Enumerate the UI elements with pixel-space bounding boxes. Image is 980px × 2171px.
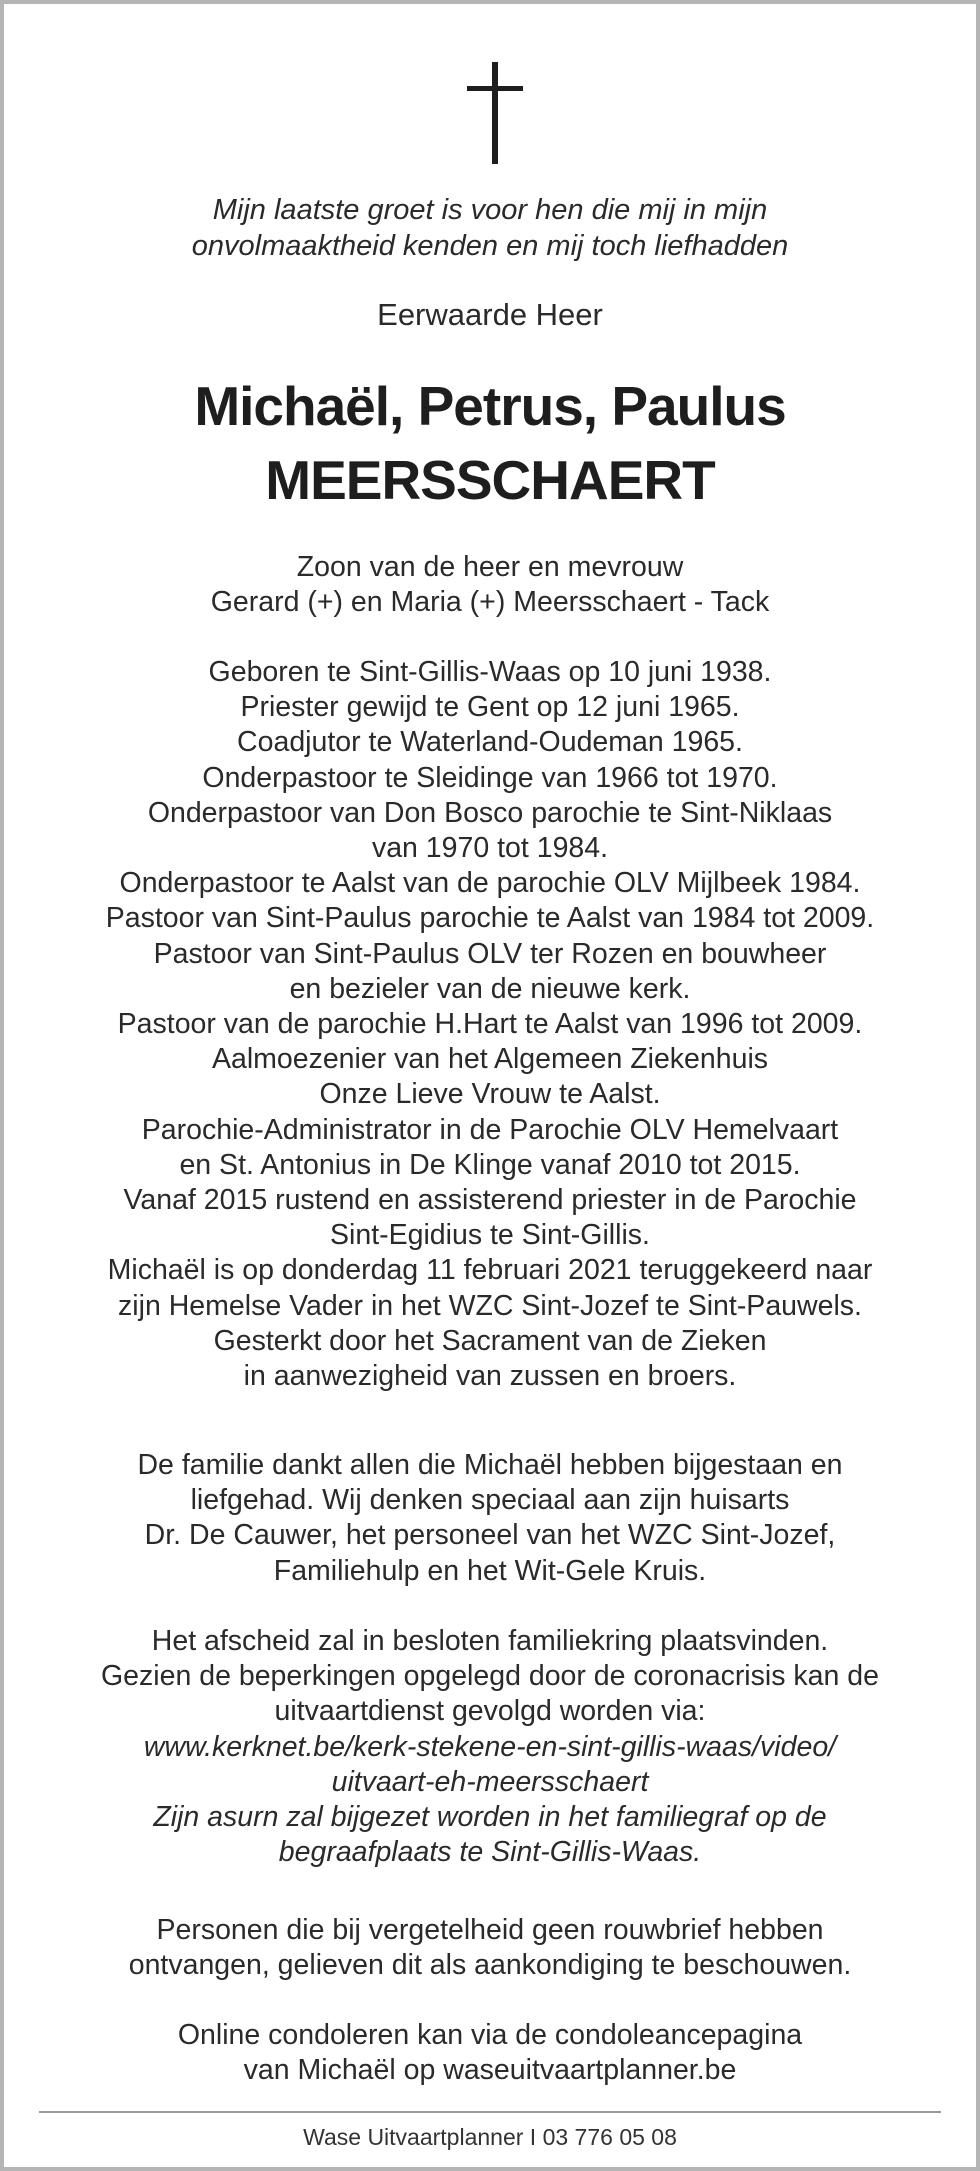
parents-line: Zoon van de heer en mevrouw — [296, 551, 684, 583]
notice-line: Personen die bij vergetelheid geen rouwbrief hebben — [156, 1914, 824, 1946]
biography-line: van 1970 tot 1984. — [371, 832, 609, 865]
parents-section — [4, 550, 976, 620]
given-names: Michaël, Petrus, Paulus — [194, 375, 786, 437]
biography-line: Parochie-Administrator in de Parochie OLV Hemelvaart — [141, 1113, 839, 1146]
biography-line: Pastoor van Sint-Paulus parochie te Aalst van 1984 tot 2009. — [105, 902, 875, 935]
burial-line: begraafplaats te Sint-Gillis-Waas. — [278, 1836, 702, 1869]
notice-section — [4, 1913, 976, 1983]
biography-line: Michaël is op donderdag 11 februari 2021 teruggekeerd naar — [107, 1254, 873, 1287]
surname: MEERSSCHAERT — [265, 449, 715, 511]
farewell-line: Gezien de beperkingen opgelegd door de coronacrisis kan de — [101, 1660, 879, 1693]
biography-line: Sint-Egidius te Sint-Gillis. — [330, 1219, 650, 1252]
footer-contact: Wase Uitvaartplanner I 03 776 05 08 — [303, 2124, 677, 2150]
biography-line: Pastoor van Sint-Paulus OLV ter Rozen en bouwheer — [153, 937, 827, 970]
burial-line: Zijn asurn zal bijgezet worden in het familiegraf op de — [153, 1801, 827, 1834]
biography-line: zijn Hemelse Vader in het WZC Sint-Jozef te Sint-Pauwels. — [118, 1289, 862, 1322]
condolence-line: van Michaël op waseuitvaartplanner.be — [243, 2054, 737, 2087]
biography-line: en bezieler van de nieuwe kerk. — [289, 972, 691, 1005]
biography-line: Onderpastoor van Don Bosco parochie te Sint-Niklaas — [147, 796, 833, 829]
thanks-section — [4, 1448, 976, 1589]
cross-icon — [467, 62, 523, 164]
farewell-line: uitvaartdienst gevolgd worden via: — [274, 1695, 706, 1728]
biography-line: Gesterkt door het Sacrament van de Zieken — [213, 1324, 767, 1357]
biography-section — [4, 655, 976, 1394]
farewell-section — [4, 1624, 976, 1870]
footer-divider — [39, 2111, 941, 2113]
biography-line: en St. Antonius in De Klinge vanaf 2010 tot 2015. — [179, 1148, 801, 1181]
biography-line: Pastoor van de parochie H.Hart te Aalst van 1996 tot 2009. — [117, 1008, 863, 1041]
biography-line: Geboren te Sint-Gillis-Waas op 10 juni 1938. — [208, 656, 772, 688]
salutation: Eerwaarde Heer — [377, 297, 603, 332]
biography-line: Aalmoezenier van het Algemeen Ziekenhuis — [211, 1043, 769, 1076]
livestream-link[interactable]: uitvaart-eh-meersschaert — [331, 1765, 649, 1798]
biography-line: Coadjutor te Waterland-Oudeman 1965. — [237, 726, 743, 759]
thanks-line: Familiehulp en het Wit-Gele Kruis. — [273, 1554, 707, 1587]
condolence-section — [4, 2018, 976, 2088]
parents-line: Gerard (+) en Maria (+) Meersschaert - Tack — [210, 586, 770, 619]
thanks-line: De familie dankt allen die Michaël hebben bijgestaan en — [137, 1449, 843, 1481]
biography-line: Onderpastoor te Sleidinge van 1966 tot 1970. — [202, 761, 778, 794]
biography-line: Onze Lieve Vrouw te Aalst. — [319, 1078, 661, 1111]
biography-line: Priester gewijd te Gent op 12 juni 1965. — [240, 691, 740, 724]
thanks-line: Dr. De Cauwer, het personeel van het WZC Sint-Jozef, — [144, 1519, 836, 1552]
biography-line: Onderpastoor te Aalst van de parochie OLV Mijlbeek 1984. — [119, 867, 861, 900]
livestream-link[interactable]: www.kerknet.be/kerk-stekene-en-sint-gillis-waas/video/ — [143, 1730, 837, 1763]
biography-line: in aanwezigheid van zussen en broers. — [243, 1360, 737, 1393]
condolence-line: Online condoleren kan via de condoleancepagina — [177, 2019, 803, 2051]
quote-line: Mijn laatste groet is voor hen die mij in mijn — [212, 194, 768, 226]
memorial-quote — [4, 192, 976, 264]
quote-line: onvolmaaktheid kenden en mij toch liefhadden — [191, 230, 789, 262]
biography-line: Vanaf 2015 rustend en assisterend priester in de Parochie — [123, 1184, 857, 1217]
deceased-name — [4, 369, 976, 517]
notice-line: ontvangen, gelieven dit als aankondiging te beschouwen. — [128, 1949, 852, 1982]
farewell-line: Het afscheid zal in besloten familiekring plaatsvinden. — [151, 1625, 829, 1657]
thanks-line: liefgehad. Wij denken speciaal aan zijn huisarts — [190, 1484, 790, 1517]
